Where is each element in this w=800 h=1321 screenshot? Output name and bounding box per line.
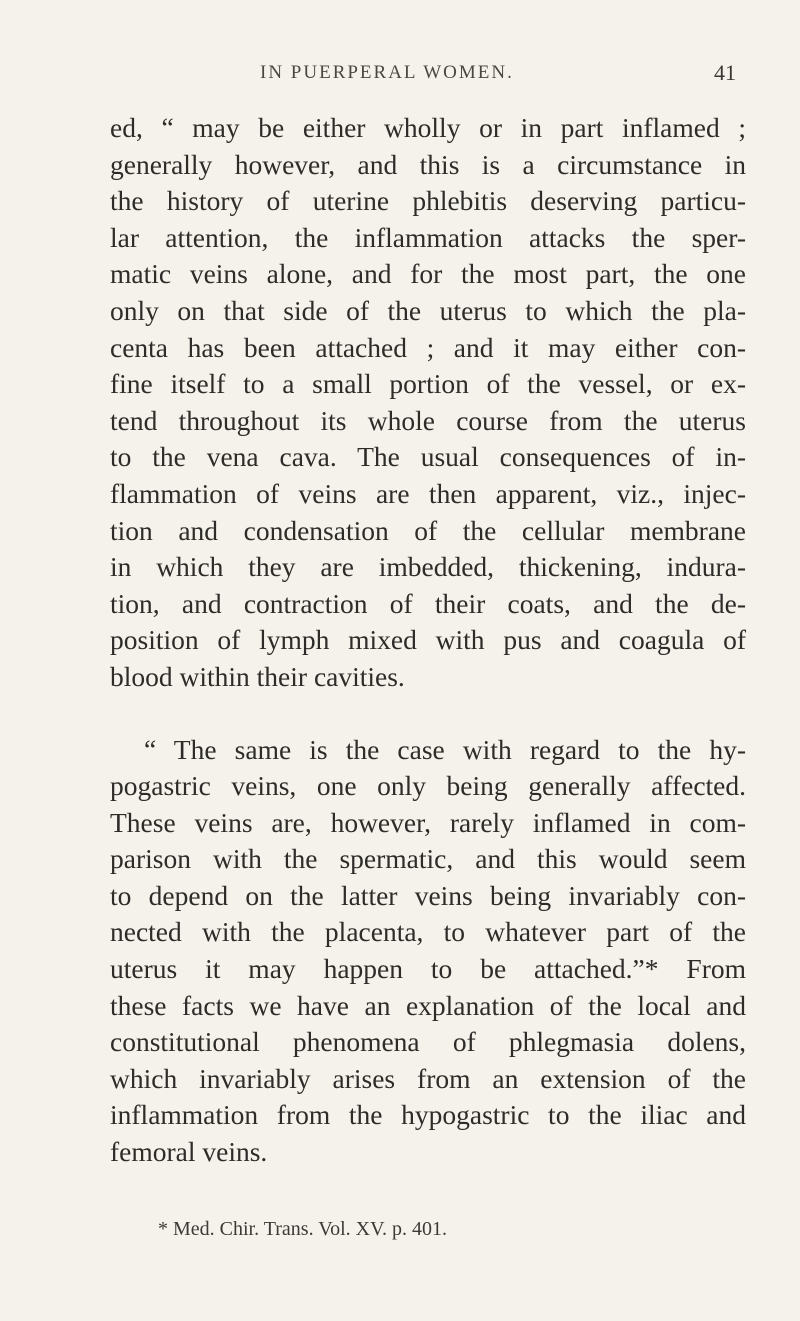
text-line: only on that side of the uterus to which the pla-	[110, 294, 746, 326]
running-head	[200, 62, 736, 92]
text-line: nected with the placenta, to whatever part of the	[110, 916, 746, 948]
text-line: lar attention, the inflammation attacks the sper-	[110, 221, 746, 253]
text-line: fine itself to a small portion of the vessel, or ex-	[110, 368, 746, 400]
text-line: flammation of veins are then apparent, viz., injec-	[110, 477, 746, 509]
text-line: to depend on the latter veins being invariably con-	[110, 879, 746, 911]
text-line: which invariably arises from an extension of the	[110, 1062, 746, 1094]
text-line: matic veins alone, and for the most part, the one	[110, 258, 746, 290]
text-line: uterus it may happen to be attached.”* From	[110, 953, 746, 985]
text-line: in which they are imbedded, thickening, indura-	[110, 551, 746, 583]
text-line: tion and condensation of the cellular membrane	[110, 514, 746, 546]
text-line: inflammation from the hypogastric to the iliac and	[110, 1099, 746, 1131]
paragraph-2	[110, 732, 746, 1171]
text-line: tion, and contraction of their coats, and the de-	[110, 587, 746, 619]
text-line: these facts we have an explanation of the local and	[110, 989, 746, 1021]
text-line: to the vena cava. The usual consequences of in-	[110, 441, 746, 473]
text-line: centa has been attached ; and it may either con-	[110, 331, 746, 363]
text-line: generally however, and this is a circumstance in	[110, 148, 746, 180]
text-line: femoral veins.	[110, 1136, 268, 1168]
text-line: ed, “ may be either wholly or in part inflamed ;	[110, 112, 746, 143]
page-number: 41	[714, 60, 736, 85]
text-line: “ The same is the case with regard to the hy-	[144, 733, 746, 765]
text-line: position of lymph mixed with pus and coagula of	[110, 624, 746, 656]
running-title: IN PUERPERAL WOMEN.	[260, 62, 514, 83]
text-line: blood within their cavities.	[110, 660, 405, 692]
paragraph-gap	[110, 696, 746, 732]
text-line: the history of uterine phlebitis deserving particu-	[110, 185, 746, 217]
paragraph-1	[110, 110, 746, 696]
text-line: tend throughout its whole course from the uterus	[110, 404, 746, 436]
text-line: constitutional phenomena of phlegmasia dolens,	[110, 1026, 746, 1058]
text-line: pogastric veins, one only being generally affected.	[110, 770, 746, 802]
footnote: * Med. Chir. Trans. Vol. XV. p. 401.	[158, 1218, 447, 1240]
body-text	[110, 110, 746, 1171]
text-line: parison with the spermatic, and this would seem	[110, 843, 746, 875]
text-line: These veins are, however, rarely inflamed in com-	[110, 806, 746, 838]
